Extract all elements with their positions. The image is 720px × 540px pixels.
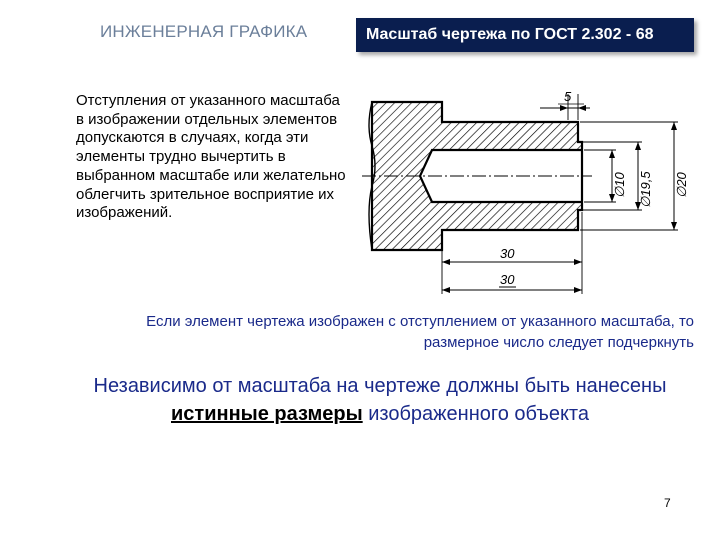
dim-label-d10: ∅10 (612, 172, 627, 198)
slide-title: Масштаб чертежа по ГОСТ 2.302 - 68 (366, 26, 654, 43)
conclusion-part2: изображенного объекта (362, 403, 589, 425)
dim-label-30-b: 30 (500, 272, 515, 287)
part-section-drawing (360, 86, 700, 301)
slide-title-banner (356, 18, 694, 52)
scale-deviation-text: Отступления от указанного масштаба в изображении отдельных элементов допускаются в случаях, когда эти элементы трудно вычертить в выбранном масштабе или желательно облегчить зрительное восприятие их изображений. (76, 92, 346, 222)
true-dimensions-statement (60, 372, 700, 428)
dim-label-5: 5 (564, 89, 572, 104)
conclusion-part1: Независимо от масштаба на чертеже должны быть нанесены (93, 375, 667, 397)
conclusion-emphasis: истинные размеры (171, 403, 363, 425)
section-title: ИНЖЕНЕРНАЯ ГРАФИКА (100, 22, 308, 41)
dim-label-d20: ∅20 (674, 172, 689, 198)
page-number: 7 (664, 496, 671, 510)
underline-note: Если элемент чертежа изображен с отступлением от указанного масштаба, то размерное число следует подчеркнуть (146, 313, 694, 351)
dim-label-d19-5: ∅19,5 (638, 171, 653, 208)
dim-label-30-a: 30 (500, 246, 515, 261)
